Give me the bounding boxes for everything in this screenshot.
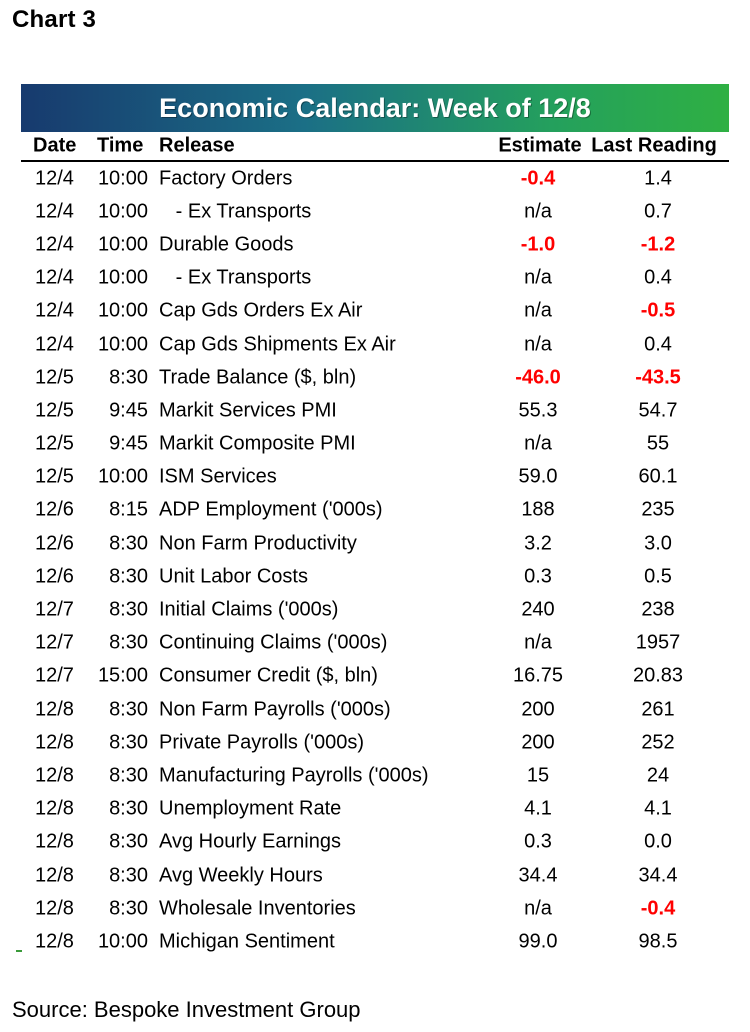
- cell-release: Michigan Sentiment: [159, 930, 335, 953]
- table-row: [21, 660, 729, 693]
- cell-release: Private Payrolls ('000s): [159, 731, 364, 754]
- table-row: [21, 892, 729, 925]
- cell-last-reading: -0.5: [640, 299, 676, 322]
- table-row: [21, 793, 729, 826]
- cell-date: 12/4: [35, 200, 74, 223]
- header-time: Time: [97, 134, 144, 157]
- cell-date: 12/4: [35, 167, 74, 190]
- cell-time: 8:30: [109, 565, 148, 588]
- cell-last-reading: -1.2: [640, 233, 676, 256]
- table-row: [21, 925, 729, 958]
- cell-date: 12/4: [35, 233, 74, 256]
- table-title-banner: [21, 84, 729, 132]
- cell-release: Consumer Credit ($, bln): [159, 664, 378, 687]
- cell-date: 12/7: [35, 664, 74, 687]
- cell-last-reading: 1.4: [644, 167, 672, 190]
- cell-time: 9:45: [109, 432, 148, 455]
- table-row: [21, 295, 729, 328]
- cell-release: Manufacturing Payrolls ('000s): [159, 764, 429, 787]
- table-row: [21, 527, 729, 560]
- cell-date: 12/6: [35, 565, 74, 588]
- cell-release: Trade Balance ($, bln): [159, 366, 357, 389]
- cell-last-reading: 55: [646, 432, 670, 455]
- cell-time: 15:00: [97, 664, 148, 687]
- cell-time: 8:30: [109, 598, 148, 621]
- cell-date: 12/5: [35, 366, 74, 389]
- economic-calendar-table: [21, 132, 729, 959]
- table-row: [21, 394, 729, 427]
- cell-estimate: -1.0: [520, 233, 556, 256]
- cell-time: 10:00: [97, 299, 148, 322]
- cell-estimate: 34.4: [518, 864, 558, 887]
- cell-estimate: -0.4: [520, 167, 556, 190]
- table-row: [21, 195, 729, 228]
- cell-date: 12/8: [35, 864, 74, 887]
- table-row: [21, 428, 729, 461]
- header-estimate: Estimate: [498, 134, 582, 157]
- cell-estimate: 4.1: [524, 797, 552, 820]
- table-row: [21, 328, 729, 361]
- header-date: Date: [33, 134, 77, 157]
- cell-release: Unit Labor Costs: [159, 565, 308, 588]
- cell-time: 8:30: [109, 532, 148, 555]
- cell-estimate: n/a: [524, 299, 552, 322]
- cell-release: Avg Hourly Earnings: [159, 830, 341, 853]
- green-tick-mark: [16, 950, 22, 952]
- cell-last-reading: 0.0: [644, 830, 672, 853]
- cell-time: 8:30: [109, 698, 148, 721]
- cell-last-reading: 238: [641, 598, 675, 621]
- cell-release: ISM Services: [159, 465, 277, 488]
- cell-estimate: 0.3: [524, 565, 552, 588]
- cell-time: 10:00: [97, 233, 148, 256]
- cell-date: 12/8: [35, 764, 74, 787]
- cell-last-reading: 20.83: [632, 664, 684, 687]
- cell-estimate: 0.3: [524, 830, 552, 853]
- cell-release: Initial Claims ('000s): [159, 598, 339, 621]
- cell-last-reading: 0.7: [644, 200, 672, 223]
- cell-estimate: 200: [521, 698, 555, 721]
- cell-date: 12/8: [35, 731, 74, 754]
- table-header: [21, 132, 729, 162]
- cell-estimate: 200: [521, 731, 555, 754]
- header-release: Release: [159, 134, 235, 157]
- table-row: [21, 262, 729, 295]
- cell-date: 12/8: [35, 797, 74, 820]
- table-title: Economic Calendar: Week of 12/8: [159, 92, 591, 123]
- cell-release: Unemployment Rate: [159, 797, 342, 820]
- cell-last-reading: 4.1: [644, 797, 672, 820]
- cell-release: Cap Gds Shipments Ex Air: [159, 333, 396, 356]
- cell-time: 8:30: [109, 631, 148, 654]
- cell-last-reading: 98.5: [638, 930, 678, 953]
- cell-last-reading: -0.4: [640, 897, 676, 920]
- cell-last-reading: 60.1: [638, 465, 678, 488]
- cell-time: 10:00: [97, 465, 148, 488]
- cell-time: 8:15: [109, 498, 148, 521]
- cell-time: 8:30: [109, 864, 148, 887]
- cell-release: Avg Weekly Hours: [159, 864, 323, 887]
- cell-release: Continuing Claims ('000s): [159, 631, 388, 654]
- cell-estimate: 59.0: [518, 465, 558, 488]
- cell-last-reading: 24: [646, 764, 670, 787]
- cell-date: 12/8: [35, 830, 74, 853]
- cell-time: 8:30: [109, 366, 148, 389]
- cell-release: Wholesale Inventories: [159, 897, 356, 920]
- cell-time: 10:00: [97, 266, 148, 289]
- cell-time: 8:30: [109, 797, 148, 820]
- cell-estimate: n/a: [524, 200, 552, 223]
- cell-last-reading: 261: [641, 698, 675, 721]
- cell-last-reading: 0.4: [644, 333, 672, 356]
- table-row: [21, 759, 729, 792]
- cell-date: 12/4: [35, 299, 74, 322]
- cell-estimate: n/a: [524, 333, 552, 356]
- cell-date: 12/6: [35, 532, 74, 555]
- cell-date: 12/8: [35, 698, 74, 721]
- cell-time: 10:00: [97, 930, 148, 953]
- cell-estimate: 240: [521, 598, 555, 621]
- cell-estimate: n/a: [524, 432, 552, 455]
- cell-date: 12/8: [35, 897, 74, 920]
- cell-last-reading: 235: [641, 498, 675, 521]
- cell-release: Markit Services PMI: [159, 399, 337, 422]
- table-row: [21, 461, 729, 494]
- cell-estimate: 188: [521, 498, 555, 521]
- chart-label: Chart 3: [12, 6, 97, 33]
- cell-time: 10:00: [97, 333, 148, 356]
- cell-estimate: n/a: [524, 897, 552, 920]
- cell-release: Factory Orders: [159, 167, 293, 190]
- table-row: [21, 726, 729, 759]
- cell-release: ADP Employment ('000s): [159, 498, 383, 521]
- cell-last-reading: 34.4: [638, 864, 678, 887]
- cell-date: 12/7: [35, 598, 74, 621]
- cell-estimate: n/a: [524, 266, 552, 289]
- cell-release: - Ex Transports: [159, 200, 312, 223]
- cell-last-reading: 0.4: [644, 266, 672, 289]
- cell-time: 10:00: [97, 200, 148, 223]
- cell-estimate: 3.2: [524, 532, 552, 555]
- source-note: Source: Bespoke Investment Group: [12, 997, 361, 1022]
- cell-release: Durable Goods: [159, 233, 294, 256]
- table-row: [21, 859, 729, 892]
- table-row: [21, 228, 729, 261]
- cell-last-reading: 252: [641, 731, 675, 754]
- cell-date: 12/5: [35, 432, 74, 455]
- cell-estimate: n/a: [524, 631, 552, 654]
- cell-last-reading: 54.7: [638, 399, 678, 422]
- table-row: [21, 627, 729, 660]
- table-row: [21, 593, 729, 626]
- cell-time: 8:30: [109, 897, 148, 920]
- cell-date: 12/5: [35, 465, 74, 488]
- cell-release: Non Farm Productivity: [159, 532, 357, 555]
- table-row: [21, 162, 729, 195]
- cell-date: 12/8: [35, 930, 74, 953]
- table-row: [21, 494, 729, 527]
- cell-date: 12/4: [35, 333, 74, 356]
- cell-release: - Ex Transports: [159, 266, 312, 289]
- cell-estimate: 99.0: [518, 930, 558, 953]
- table-row: [21, 560, 729, 593]
- cell-last-reading: 1957: [635, 631, 681, 654]
- cell-date: 12/4: [35, 266, 74, 289]
- cell-time: 8:30: [109, 731, 148, 754]
- cell-last-reading: -43.5: [635, 366, 681, 389]
- table-row: [21, 826, 729, 859]
- cell-time: 8:30: [109, 830, 148, 853]
- table-row: [21, 693, 729, 726]
- cell-time: 9:45: [109, 399, 148, 422]
- cell-release: Markit Composite PMI: [159, 432, 356, 455]
- cell-last-reading: 0.5: [644, 565, 672, 588]
- header-last-reading: Last Reading: [591, 134, 717, 157]
- table-body: [21, 162, 729, 959]
- cell-estimate: 15: [526, 764, 550, 787]
- table-row: [21, 361, 729, 394]
- cell-time: 10:00: [97, 167, 148, 190]
- cell-estimate: 55.3: [518, 399, 558, 422]
- cell-date: 12/6: [35, 498, 74, 521]
- cell-time: 8:30: [109, 764, 148, 787]
- cell-estimate: -46.0: [515, 366, 561, 389]
- cell-estimate: 16.75: [512, 664, 564, 687]
- cell-date: 12/5: [35, 399, 74, 422]
- cell-release: Non Farm Payrolls ('000s): [159, 698, 391, 721]
- cell-date: 12/7: [35, 631, 74, 654]
- cell-release: Cap Gds Orders Ex Air: [159, 299, 363, 322]
- cell-last-reading: 3.0: [644, 532, 672, 555]
